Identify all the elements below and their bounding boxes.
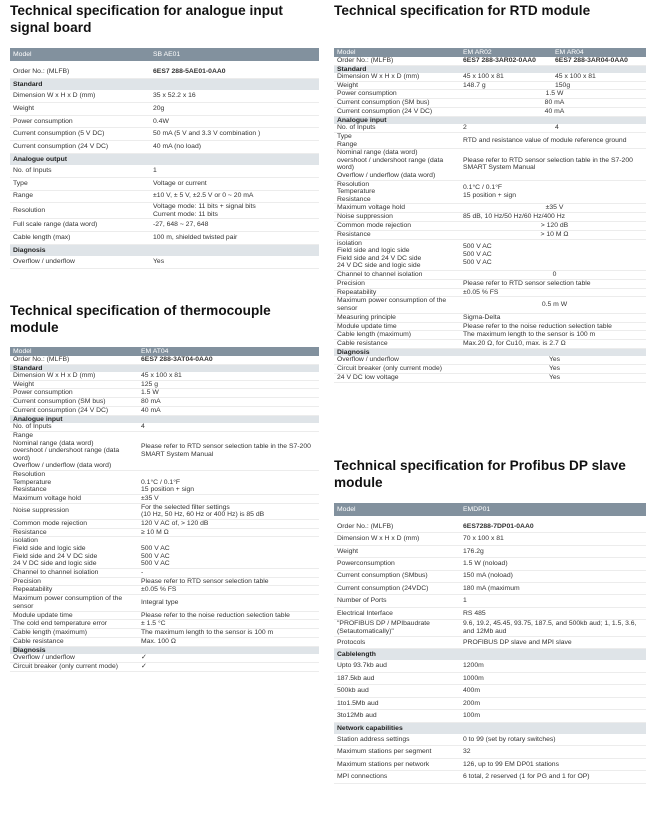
profibus-title: Technical specification for Profibus DP slave module xyxy=(334,458,626,490)
spec-value: Integral type xyxy=(138,595,319,612)
spec-value: 40 mA (no load) xyxy=(150,140,319,153)
spec-row xyxy=(334,221,646,230)
spec-row xyxy=(10,494,319,503)
spec-value: 1200m xyxy=(460,660,646,672)
spec-row xyxy=(10,423,319,431)
spec-row xyxy=(10,407,319,416)
spec-row xyxy=(10,190,319,203)
spec-label: Range xyxy=(10,190,150,203)
spec-label: Maximum voltage hold xyxy=(10,494,138,503)
spec-value: 6ES7 288-3AR04-0AA0 xyxy=(552,57,646,65)
section-header-row xyxy=(334,116,646,124)
spec-value: 50 mA (5 V and 3.3 V combination ) xyxy=(150,128,319,141)
spec-label: Station address settings xyxy=(334,734,460,746)
spec-label: Current consumption (24 V DC) xyxy=(334,108,460,117)
spec-row xyxy=(334,771,646,783)
spec-value: RTD and resistance value of module reference ground xyxy=(460,132,646,148)
spec-label: No. of Inputs xyxy=(10,423,138,431)
spec-row xyxy=(334,582,646,594)
spec-value: 20g xyxy=(150,102,319,115)
spec-label: Cable length (maximum) xyxy=(334,331,460,340)
spec-label: 3to12Mb aud xyxy=(334,710,460,722)
spec-row xyxy=(334,734,646,746)
spec-value: 6ES7 288-3AR02-0AA0 xyxy=(460,57,552,65)
spec-row xyxy=(334,81,646,90)
spec-row xyxy=(10,102,319,115)
spec-row xyxy=(10,380,319,389)
spec-value: 9.6, 19.2, 45.45, 93.75, 187.5, and 500kb aud; 1, 1.5, 3.6, and 12Mb aud xyxy=(460,620,646,637)
section-label: Standard xyxy=(10,78,319,90)
spec-row xyxy=(334,533,646,545)
header-cell: EMDP01 xyxy=(460,503,646,516)
spec-value: 1 xyxy=(150,165,319,178)
spec-value: For the selected filter settings (10 Hz, 50 Hz, 60 Hz or 400 Hz) is 85 dB xyxy=(138,503,319,519)
spec-label: 1to1.5Mb aud xyxy=(334,697,460,709)
spec-row xyxy=(10,662,319,671)
spec-label: Current consumption (24 V DC) xyxy=(10,140,150,153)
spec-row xyxy=(334,340,646,349)
spec-value: 6ES7288-7DP01-0AA0 xyxy=(460,521,646,533)
spec-row xyxy=(334,697,646,709)
spec-value: 0.5 m W xyxy=(460,297,646,314)
spec-value: 0.1°C / 0.1°F 15 position + sign xyxy=(138,470,319,494)
spec-label: Resolution Temperature Resistance xyxy=(10,470,138,494)
spec-label: Powerconsumption xyxy=(334,558,460,570)
section-header-row xyxy=(334,349,646,357)
spec-row xyxy=(334,558,646,570)
spec-label: Maximum stations per segment xyxy=(334,746,460,758)
spec-row xyxy=(10,586,319,595)
spec-value: 6ES7 288-3AT04-0AA0 xyxy=(138,356,319,364)
spec-value: 148.7 g xyxy=(460,81,552,90)
spec-value: 150g xyxy=(552,81,646,90)
spec-value: Please refer to the noise reduction selection table xyxy=(460,322,646,331)
spec-row xyxy=(334,758,646,770)
spec-row xyxy=(10,128,319,141)
spec-row xyxy=(10,519,319,528)
spec-row xyxy=(334,230,646,239)
spec-label: Resistance xyxy=(334,230,460,239)
spec-row xyxy=(10,140,319,153)
spec-value: 40 mA xyxy=(460,108,646,117)
spec-label: Module update time xyxy=(10,611,138,620)
spec-label: Current consumption (SM bus) xyxy=(10,398,138,407)
spec-value: The maximum length to the sensor is 100 m xyxy=(138,629,319,638)
spec-label: Repeatability xyxy=(10,586,138,595)
spec-value: 1.5 W (noload) xyxy=(460,558,646,570)
spec-value: 80 mA xyxy=(460,99,646,108)
spec-value: Max.20 Ω, for Cu10, max. is 2.7 Ω xyxy=(460,340,646,349)
section-header-row xyxy=(10,78,319,90)
spec-row xyxy=(10,219,319,232)
spec-row xyxy=(334,108,646,117)
spec-row xyxy=(334,270,646,279)
spec-value: 45 x 100 x 81 xyxy=(138,372,319,380)
spec-label: Order No.: (MLFB) xyxy=(334,521,460,533)
spec-row xyxy=(10,90,319,103)
spec-value: Yes xyxy=(460,356,646,364)
spec-row xyxy=(334,313,646,322)
spec-label: Current consumption (24VDC) xyxy=(334,582,460,594)
spec-label: Cable resistance xyxy=(10,638,138,647)
spec-row xyxy=(334,570,646,582)
spec-value: 0.4W xyxy=(150,115,319,128)
spec-label: Weight xyxy=(10,380,138,389)
header-cell: Model xyxy=(334,503,460,516)
spec-label: Module update time xyxy=(334,322,460,331)
spec-value: 500 V AC 500 V AC 500 V AC xyxy=(460,239,646,270)
spec-row xyxy=(10,389,319,398)
spec-row xyxy=(334,322,646,331)
spec-label: Current consumption (SMbus) xyxy=(334,570,460,582)
spec-row xyxy=(334,373,646,382)
spec-label: No. of Inputs xyxy=(10,165,150,178)
spec-row xyxy=(334,636,646,648)
spec-row xyxy=(10,620,319,629)
spec-value: RS 485 xyxy=(460,607,646,619)
analogue-spec-table xyxy=(10,48,319,269)
analogue-title: Technical specification for analogue input signal board xyxy=(10,3,284,35)
spec-label: Noise suppression xyxy=(10,503,138,519)
section-label: Diagnosis xyxy=(10,646,319,654)
spec-value: 100m xyxy=(460,710,646,722)
spec-value: 45 x 100 x 81 xyxy=(552,73,646,81)
spec-row xyxy=(334,132,646,148)
header-cell: Model xyxy=(10,347,138,356)
spec-row xyxy=(10,611,319,620)
spec-row xyxy=(10,431,319,470)
spec-row xyxy=(10,66,319,79)
spec-value: Please refer to the noise reduction selection table xyxy=(138,611,319,620)
header-cell: Model xyxy=(10,48,150,61)
spec-value: 120 V AC of, > 120 dB xyxy=(138,519,319,528)
spec-label: Upto 93.7kb aud xyxy=(334,660,460,672)
spec-label: 500kb aud xyxy=(334,685,460,697)
header-cell: SB AE01 xyxy=(150,48,319,61)
rtd-title: Technical specification for RTD module xyxy=(334,3,591,18)
spec-value: 180 mA (maximum xyxy=(460,582,646,594)
thermocouple-spec-table xyxy=(10,347,319,672)
spec-label: The cold end temperature error xyxy=(10,620,138,629)
spec-value: > 10 M Ω xyxy=(460,230,646,239)
spec-label: Circuit breaker (only current mode) xyxy=(10,662,138,671)
spec-row xyxy=(334,149,646,180)
spec-value: Please refer to RTD sensor selection table xyxy=(138,577,319,586)
spec-value: > 120 dB xyxy=(460,221,646,230)
spec-row xyxy=(334,73,646,81)
spec-label: 187.5kb aud xyxy=(334,673,460,685)
spec-row xyxy=(334,90,646,99)
spec-row xyxy=(10,528,319,537)
spec-value: The maximum length to the sensor is 100 m xyxy=(460,331,646,340)
spec-row xyxy=(10,165,319,178)
spec-label: Power consumption xyxy=(334,90,460,99)
spec-value: 70 x 100 x 81 xyxy=(460,533,646,545)
spec-value: 100 m, shielded twisted pair xyxy=(150,232,319,245)
spec-value: ≥ 10 M Ω xyxy=(138,528,319,537)
spec-label: Protocols xyxy=(334,636,460,648)
spec-value: 150 mA (noload) xyxy=(460,570,646,582)
section-label: Analogue input xyxy=(10,415,319,423)
section-header-row xyxy=(334,65,646,73)
spec-label: Resolution xyxy=(10,203,150,219)
spec-value: ±0.05 % FS xyxy=(460,288,646,297)
spec-value: 1 xyxy=(460,595,646,607)
spec-label: Resistance xyxy=(10,528,138,537)
spec-label: Weight xyxy=(334,81,460,90)
spec-value: Voltage or current xyxy=(150,177,319,190)
spec-row xyxy=(334,710,646,722)
spec-row xyxy=(10,595,319,612)
spec-label: Cable resistance xyxy=(334,340,460,349)
spec-value: 45 x 100 x 81 xyxy=(460,73,552,81)
section-header-row xyxy=(10,364,319,372)
section-header-row xyxy=(334,649,646,661)
spec-value: ±0.05 % FS xyxy=(138,586,319,595)
spec-label: Dimension W x H x D (mm) xyxy=(10,90,150,103)
spec-label: Cable length (maximum) xyxy=(10,629,138,638)
spec-row xyxy=(334,297,646,314)
spec-row xyxy=(334,660,646,672)
spec-row xyxy=(10,470,319,494)
header-cell: Model xyxy=(334,48,460,57)
section-label: Analogue output xyxy=(10,153,319,165)
spec-row xyxy=(334,365,646,374)
spec-row xyxy=(334,99,646,108)
spec-row xyxy=(10,537,319,568)
spec-value: - xyxy=(138,568,319,577)
spec-label: Maximum power consumption of the sensor xyxy=(334,297,460,314)
spec-value: Sigma-Delta xyxy=(460,313,646,322)
spec-row xyxy=(10,638,319,647)
spec-value: 80 mA xyxy=(138,398,319,407)
spec-value: 4 xyxy=(552,124,646,132)
spec-value: 0 to 99 (set by rotary switches) xyxy=(460,734,646,746)
section-header-row xyxy=(10,153,319,165)
spec-label: Nominal range (data word) overshoot / undershoot range (data word) Overflow / underflow (data word) xyxy=(334,149,460,180)
spec-value: 35 x 52.2 x 16 xyxy=(150,90,319,103)
spec-row xyxy=(10,256,319,269)
header-cell: EM AR04 xyxy=(552,48,646,57)
spec-label: 24 V DC low voltage xyxy=(334,373,460,382)
spec-row xyxy=(10,177,319,190)
spec-value: 1000m xyxy=(460,673,646,685)
section-label: Network capabilities xyxy=(334,722,646,734)
spec-value: 125 g xyxy=(138,380,319,389)
spec-row xyxy=(10,232,319,245)
spec-value: 500 V AC 500 V AC 500 V AC xyxy=(138,537,319,568)
spec-row xyxy=(334,124,646,132)
spec-label: Noise suppression xyxy=(334,213,460,222)
spec-value: 6ES7 288-5AE01-0AA0 xyxy=(150,66,319,79)
spec-value: Please refer to RTD sensor selection table in the S7-200 SMART System Manual xyxy=(460,149,646,180)
spec-value: 2 xyxy=(460,124,552,132)
spec-row xyxy=(10,629,319,638)
spec-row xyxy=(334,607,646,619)
spec-value: 4 xyxy=(138,423,319,431)
spec-value: ±35 V xyxy=(460,204,646,213)
header-cell: EM AR02 xyxy=(460,48,552,57)
section-header-row xyxy=(10,646,319,654)
spec-value: 176.2g xyxy=(460,545,646,557)
spec-row xyxy=(334,331,646,340)
thermocouple-title: Technical specification of thermocouple module xyxy=(10,303,271,335)
section-label: Standard xyxy=(334,65,646,73)
spec-label: Resolution Temperature Resistance xyxy=(334,180,460,204)
spec-row xyxy=(10,372,319,380)
spec-row xyxy=(10,577,319,586)
spec-label: Measuring principle xyxy=(334,313,460,322)
spec-label: Weight xyxy=(334,545,460,557)
spec-value: 0.1°C / 0.1°F 15 position + sign xyxy=(460,180,646,204)
spec-value: 1.5 W xyxy=(138,389,319,398)
spec-row xyxy=(10,115,319,128)
spec-label: isolation Field side and logic side Field side and 24 V DC side 24 V DC side and logic side xyxy=(10,537,138,568)
spec-value: ±10 V, ± 5 V, ±2.5 V or 0 ~ 20 mA xyxy=(150,190,319,203)
spec-label: Electrical Interface xyxy=(334,607,460,619)
spec-label: Type xyxy=(10,177,150,190)
spec-label: Full scale range (data word) xyxy=(10,219,150,232)
spec-row xyxy=(334,288,646,297)
spec-label: Overflow / underflow xyxy=(334,356,460,364)
section-header-row xyxy=(334,722,646,734)
spec-value: Please refer to RTD sensor selection table in the S7-200 SMART System Manual xyxy=(138,431,319,470)
spec-label: Dimension W x H x D (mm) xyxy=(10,372,138,380)
spec-row xyxy=(10,568,319,577)
spec-label: Power consumption xyxy=(10,115,150,128)
spec-label: Weight xyxy=(10,102,150,115)
spec-label: "PROFIBUS DP / MPIbaudrate (Setautomatically)" xyxy=(334,620,460,637)
spec-row xyxy=(334,673,646,685)
spec-label: Order No.: (MLFB) xyxy=(10,66,150,79)
spec-row xyxy=(334,213,646,222)
spec-row xyxy=(334,620,646,637)
section-label: Analogue input xyxy=(334,116,646,124)
spec-label: Circuit breaker (only current mode) xyxy=(334,365,460,374)
section-header-row xyxy=(10,244,319,256)
spec-row xyxy=(334,239,646,270)
spec-row xyxy=(10,654,319,662)
spec-label: Order No.: (MLFB) xyxy=(334,57,460,65)
spec-row xyxy=(334,279,646,288)
spec-row xyxy=(334,180,646,204)
spec-label: Order No.: (MLFB) xyxy=(10,356,138,364)
spec-label: No. of Inputs xyxy=(334,124,460,132)
spec-label: Channel to channel isolation xyxy=(334,270,460,279)
spec-row xyxy=(334,595,646,607)
spec-value: 200m xyxy=(460,697,646,709)
spec-value: Yes xyxy=(460,365,646,374)
spec-value: 6 total, 2 reserved (1 for PG and 1 for OP) xyxy=(460,771,646,783)
spec-value: 400m xyxy=(460,685,646,697)
profibus-spec-table xyxy=(334,503,646,784)
spec-value: 126, up to 99 EM DP01 stations xyxy=(460,758,646,770)
spec-value: Voltage mode: 11 bits + signal bits Current mode: 11 bits xyxy=(150,203,319,219)
header-cell: EM AT04 xyxy=(138,347,319,356)
spec-label: MPI connections xyxy=(334,771,460,783)
spec-value: ✓ xyxy=(138,654,319,662)
spec-row xyxy=(10,356,319,364)
spec-row xyxy=(10,203,319,219)
rtd-spec-table xyxy=(334,48,646,383)
spec-label: Precision xyxy=(334,279,460,288)
spec-label: isolation Field side and logic side Field side and 24 V DC side 24 V DC side and logic side xyxy=(334,239,460,270)
spec-label: Power consumption xyxy=(10,389,138,398)
spec-row xyxy=(10,398,319,407)
spec-label: Dimension W x H x D (mm) xyxy=(334,533,460,545)
spec-value: ± 1.5 °C xyxy=(138,620,319,629)
spec-value: -27, 648 ~ 27, 648 xyxy=(150,219,319,232)
spec-label: Cable length (max) xyxy=(10,232,150,245)
spec-label: Current consumption (SM bus) xyxy=(334,99,460,108)
spec-label: Precision xyxy=(10,577,138,586)
section-header-row xyxy=(10,415,319,423)
spec-value: 1.5 W xyxy=(460,90,646,99)
spec-row xyxy=(334,685,646,697)
spec-row xyxy=(334,545,646,557)
spec-row xyxy=(334,204,646,213)
spec-value: 32 xyxy=(460,746,646,758)
spec-label: Maximum power consumption of the sensor xyxy=(10,595,138,612)
spec-label: Type Range xyxy=(334,132,460,148)
spec-label: Current consumption (24 V DC) xyxy=(10,407,138,416)
spec-row xyxy=(334,57,646,65)
spec-label: Repeatability xyxy=(334,288,460,297)
section-label: Diagnosis xyxy=(10,244,319,256)
section-label: Standard xyxy=(10,364,319,372)
spec-label: Maximum stations per network xyxy=(334,758,460,770)
spec-value: Please refer to RTD sensor selection table xyxy=(460,279,646,288)
spec-value: ✓ xyxy=(138,662,319,671)
spec-value: Max. 100 Ω xyxy=(138,638,319,647)
spec-value: ±35 V xyxy=(138,494,319,503)
spec-value: Yes xyxy=(150,256,319,269)
spec-label: Number of Ports xyxy=(334,595,460,607)
spec-value: PROFIBUS DP slave and MPI slave xyxy=(460,636,646,648)
spec-row xyxy=(10,503,319,519)
spec-label: Maximum voltage hold xyxy=(334,204,460,213)
spec-row xyxy=(334,356,646,364)
spec-label: Common mode rejection xyxy=(334,221,460,230)
spec-label: Overflow / underflow xyxy=(10,256,150,269)
spec-value: 85 dB, 10 Hz/50 Hz/60 Hz/400 Hz xyxy=(460,213,646,222)
spec-value: 40 mA xyxy=(138,407,319,416)
spec-label: Range Nominal range (data word) overshoot / undershoot range (data word) Overflow / underflow (data word) xyxy=(10,431,138,470)
spec-value: 0 xyxy=(460,270,646,279)
spec-row xyxy=(334,521,646,533)
spec-label: Overflow / underflow xyxy=(10,654,138,662)
spec-label: Current consumption (5 V DC) xyxy=(10,128,150,141)
spec-label: Common mode rejection xyxy=(10,519,138,528)
section-label: Cablelength xyxy=(334,649,646,661)
spec-label: Dimension W x H x D (mm) xyxy=(334,73,460,81)
spec-row xyxy=(334,746,646,758)
spec-value: Yes xyxy=(460,373,646,382)
section-label: Diagnosis xyxy=(334,349,646,357)
spec-label: Channel to channel isolation xyxy=(10,568,138,577)
